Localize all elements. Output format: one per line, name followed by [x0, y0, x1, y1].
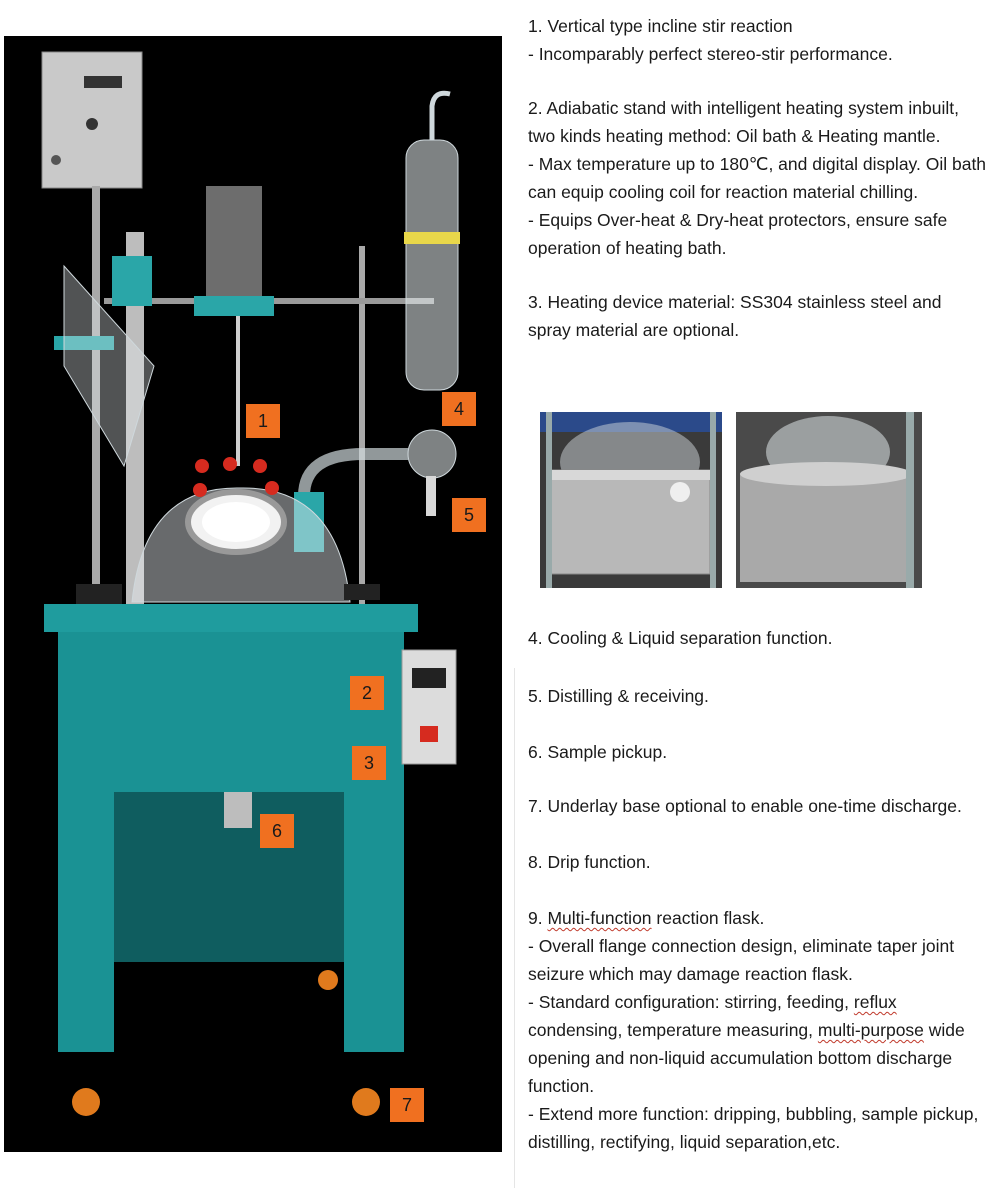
cabinet-top [44, 604, 418, 632]
feature-list-upper [528, 12, 988, 344]
feature-6: 6. Sample pickup. [528, 742, 668, 762]
control-box-display [84, 76, 122, 88]
divider [514, 668, 515, 1188]
feature-4: 4. Cooling & Liquid separation function. [528, 628, 833, 648]
oil-bath-photo [540, 412, 722, 588]
feature-1-title: 1. Vertical type incline stir reaction [528, 16, 793, 36]
callout-badge-7: 7 [390, 1088, 424, 1122]
feature-9-title: 9. Multi-function reaction flask. [528, 908, 765, 928]
callout-badge-1: 1 [246, 404, 280, 438]
feature-3-title: 3. Heating device material: SS304 stainless steel and spray material are optional. [528, 292, 942, 340]
stir-shaft [236, 316, 240, 466]
caster-wheel [352, 1088, 380, 1116]
reactor-photo [4, 36, 502, 1152]
feature-2-title: 2. Adiabatic stand with intelligent heating system inbuilt, two kinds heating method: Oil bath & Heating mantle. [528, 98, 959, 146]
reactor-illustration [4, 36, 502, 1152]
callout-badge-2: 2 [350, 676, 384, 710]
stirrer-motor [206, 186, 262, 296]
callout-badge-5: 5 [452, 498, 486, 532]
feature-1-detail: - Incomparably perfect stereo-stir performance. [528, 44, 893, 64]
condenser [406, 140, 458, 390]
callout-badge-3: 3 [352, 746, 386, 780]
callout-badge-6: 6 [260, 814, 294, 848]
heating-mantle-photo [736, 412, 922, 588]
feature-9-detail-3: - Extend more function: dripping, bubbling, sample pickup, distilling, rectifying, liquid separation,etc. [528, 1104, 979, 1152]
caster-wheel [72, 1088, 100, 1116]
feature-2-detail-1: - Max temperature up to 180℃, and digital display. Oil bath can equip cooling coil for reaction material chilling. [528, 154, 987, 202]
feature-list-lower [528, 624, 988, 1156]
separator-bulb [408, 430, 456, 478]
feature-7: 7. Underlay base optional to enable one-time discharge. [528, 796, 962, 816]
callout-badge-4: 4 [442, 392, 476, 426]
temperature-controller [402, 650, 456, 764]
feature-9-detail-1: - Overall flange connection design, eliminate taper joint seizure which may damage reaction flask. [528, 936, 955, 984]
feature-8: 8. Drip function. [528, 852, 651, 872]
feature-2-detail-2: - Equips Over-heat & Dry-heat protectors, ensure safe operation of heating bath. [528, 210, 948, 258]
feature-9-detail-2: - Standard configuration: stirring, feeding, reflux condensing, temperature measuring, multi-purpose wide opening and non-liquid accumulation bottom discharge function. [528, 992, 965, 1096]
feature-5: 5. Distilling & receiving. [528, 686, 709, 706]
